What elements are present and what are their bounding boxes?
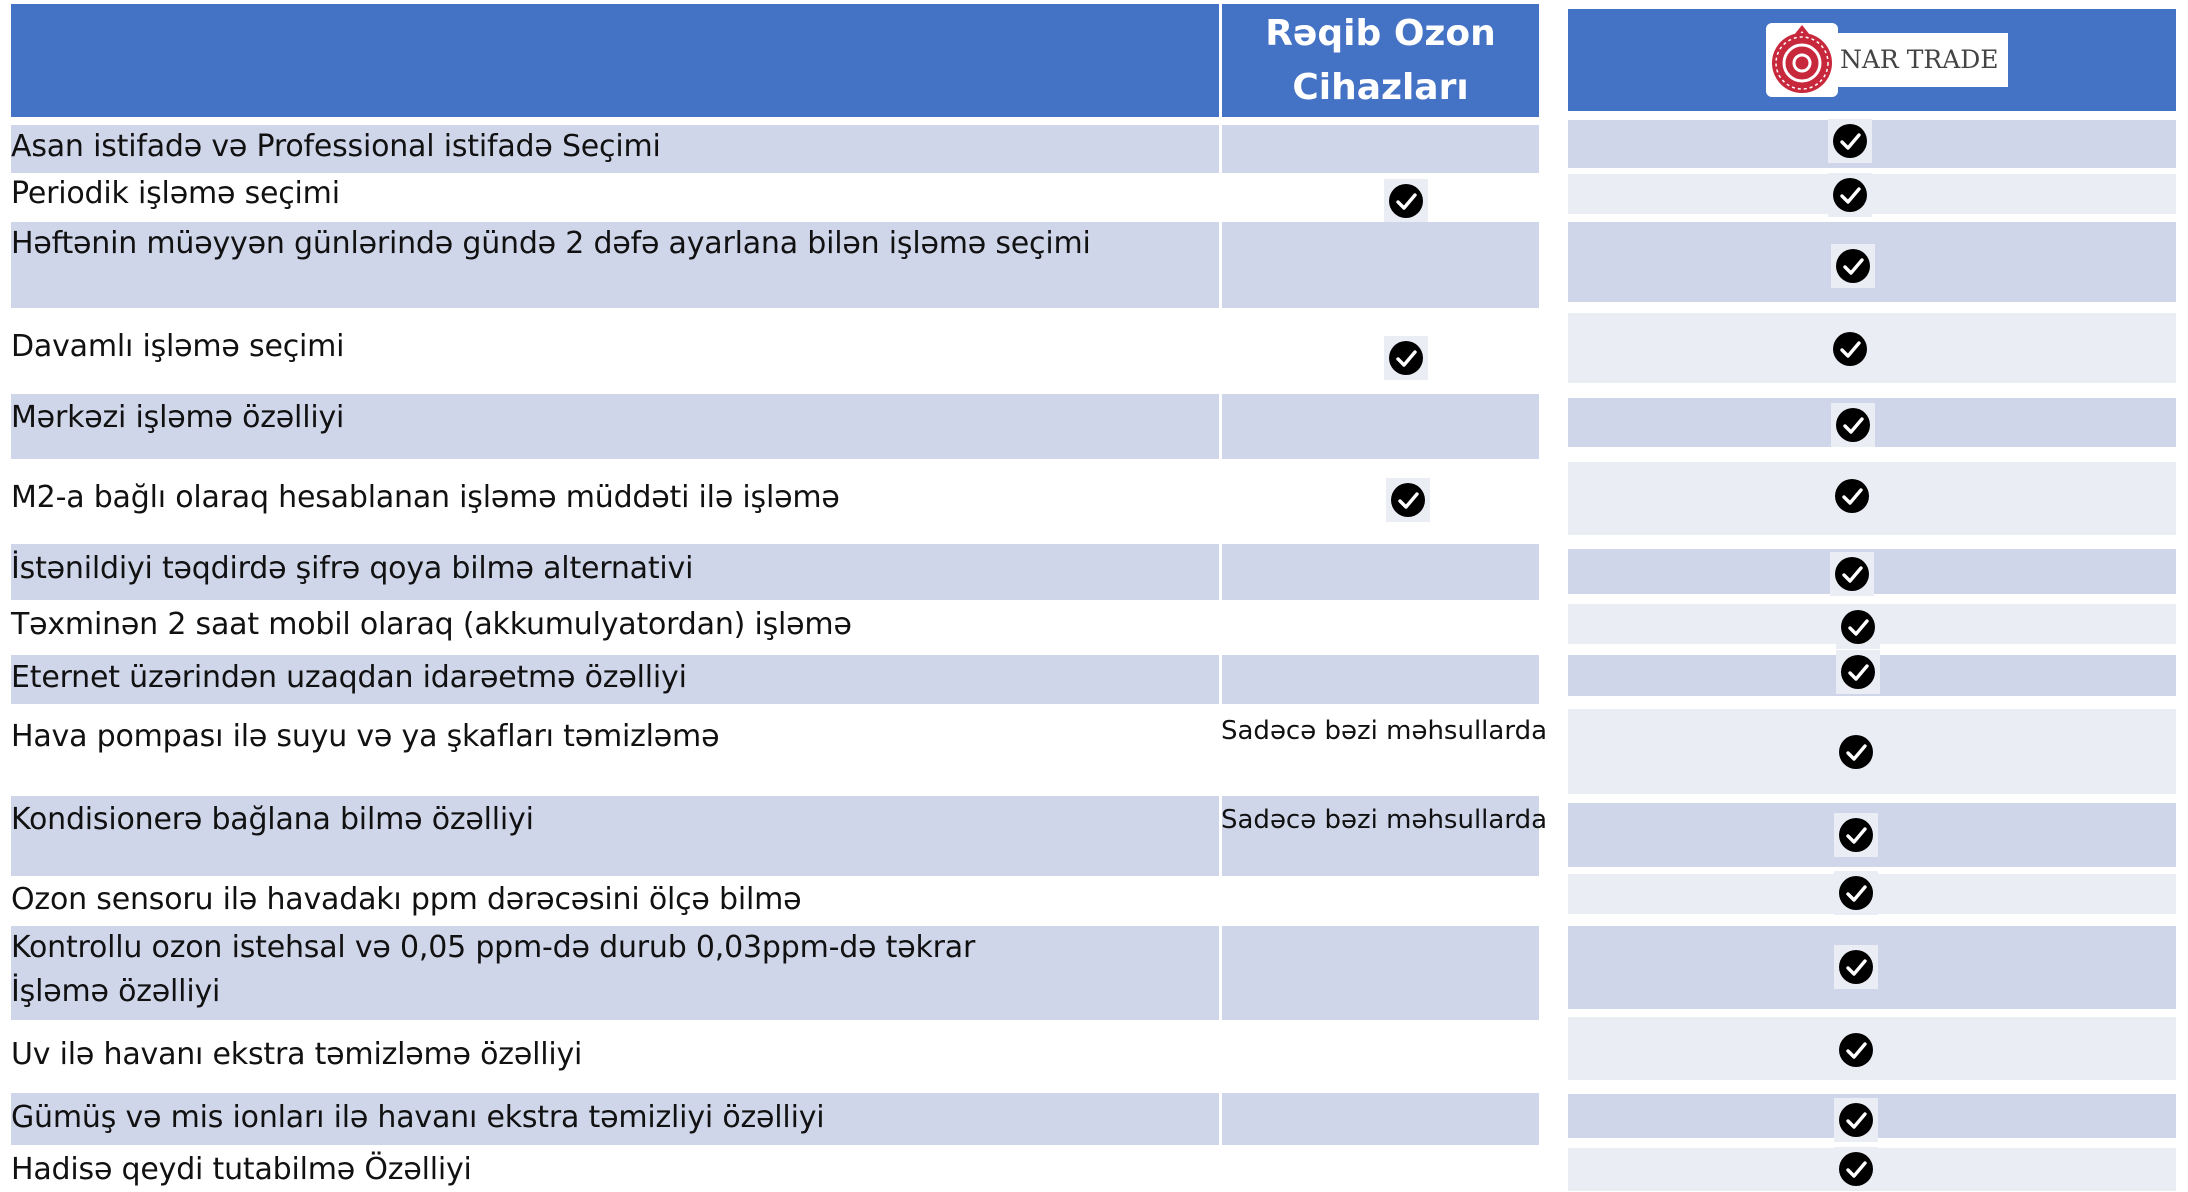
feature-label: Uv ilə havanı ekstra təmizləmə özəlliyi — [11, 1037, 583, 1072]
table-row-competitor-cell — [1222, 879, 1539, 923]
feature-label: M2-a bağlı olaraq hesablanan işləmə müddəti ilə işləmə — [11, 480, 840, 515]
nartrade-check-icon — [1834, 556, 1870, 592]
feature-label: Hava pompası ilə suyu və ya şkafları təmizləmə — [11, 719, 720, 754]
nartrade-check-icon — [1840, 654, 1876, 690]
competitor-check-icon — [1388, 340, 1424, 376]
nartrade-check-icon — [1838, 1032, 1874, 1068]
nartrade-check-icon — [1838, 817, 1874, 853]
competitor-check-icon — [1390, 482, 1426, 518]
table-row-competitor-cell — [1222, 313, 1539, 389]
brand-name: NAR TRADE — [1840, 45, 1999, 74]
feature-label: Davamlı işləmə seçimi — [11, 329, 345, 364]
competitor-note: Sadəcə bəzi məhsullarda — [1221, 805, 1548, 835]
competitor-note: Sadəcə bəzi məhsullarda — [1221, 716, 1548, 746]
brand-logo — [1766, 23, 1838, 97]
feature-label: Gümüş və mis ionları ilə havanı ekstra təmizliyi özəlliyi — [11, 1100, 825, 1135]
feature-label: Periodik işləmə seçimi — [11, 176, 340, 211]
feature-label: İstənildiyi təqdirdə şifrə qoya bilmə alternativi — [11, 551, 694, 586]
table-row-competitor-cell — [1222, 174, 1539, 221]
table-row-competitor-cell — [1222, 544, 1539, 600]
table-row-competitor-cell — [1222, 464, 1539, 540]
nartrade-check-icon — [1838, 875, 1874, 911]
nartrade-check-icon — [1832, 177, 1868, 213]
table-row-nartrade-cell — [1568, 174, 2176, 214]
nartrade-check-icon — [1838, 1151, 1874, 1187]
table-row-competitor-cell — [1222, 655, 1539, 704]
header-nartrade-column — [1568, 9, 2176, 111]
feature-label: Mərkəzi işləmə özəlliyi — [11, 400, 345, 435]
nartrade-check-icon — [1838, 949, 1874, 985]
pomegranate-logo-icon — [1766, 23, 1838, 97]
nartrade-check-icon — [1838, 734, 1874, 770]
table-row-competitor-cell — [1222, 1093, 1539, 1145]
feature-label: Kontrollu ozon istehsal və 0,05 ppm-də durub 0,03ppm-də təkrar — [11, 930, 976, 965]
nartrade-check-icon — [1838, 1102, 1874, 1138]
table-row-competitor-cell — [1222, 222, 1539, 308]
feature-label: Eternet üzərindən uzaqdan idarəetmə özəlliyi — [11, 660, 687, 695]
feature-label: Hadisə qeydi tutabilmə Özəlliyi — [11, 1152, 472, 1187]
feature-label: Asan istifadə və Professional istifadə Seçimi — [11, 129, 661, 164]
competitor-title-line2: Cihazları — [1292, 67, 1469, 108]
nartrade-check-icon — [1835, 407, 1871, 443]
table-row-competitor-cell — [1222, 604, 1539, 652]
feature-label: Kondisionerə bağlana bilmə özəlliyi — [11, 802, 534, 837]
table-row-nartrade-cell — [1568, 313, 2176, 383]
feature-label-line2: İşləmə özəlliyi — [11, 974, 221, 1009]
nartrade-check-icon — [1834, 478, 1870, 514]
table-row-competitor-cell — [1222, 125, 1539, 173]
table-row-competitor-cell — [1222, 1148, 1539, 1191]
table-row-competitor-cell — [1222, 394, 1539, 459]
header-feature-column — [11, 4, 1219, 117]
nartrade-check-icon — [1832, 123, 1868, 159]
feature-label: Ozon sensoru ilə havadakı ppm dərəcəsini ölçə bilmə — [11, 882, 802, 917]
nartrade-check-icon — [1832, 331, 1868, 367]
feature-label: Təxminən 2 saat mobil olaraq (akkumulyatordan) işləmə — [11, 607, 852, 642]
header-competitor-column — [1222, 4, 1539, 117]
table-row-competitor-cell — [1222, 926, 1539, 1020]
feature-label: Həftənin müəyyən günlərində gündə 2 dəfə ayarlana bilən işləmə seçimi — [11, 226, 1091, 261]
nartrade-check-icon — [1835, 248, 1871, 284]
competitor-check-icon — [1388, 183, 1424, 219]
competitor-title-line1: Rəqib Ozon — [1265, 13, 1496, 54]
nartrade-check-icon — [1840, 609, 1876, 645]
table-row-competitor-cell — [1222, 1023, 1539, 1090]
table-row-nartrade-cell — [1568, 120, 2176, 168]
